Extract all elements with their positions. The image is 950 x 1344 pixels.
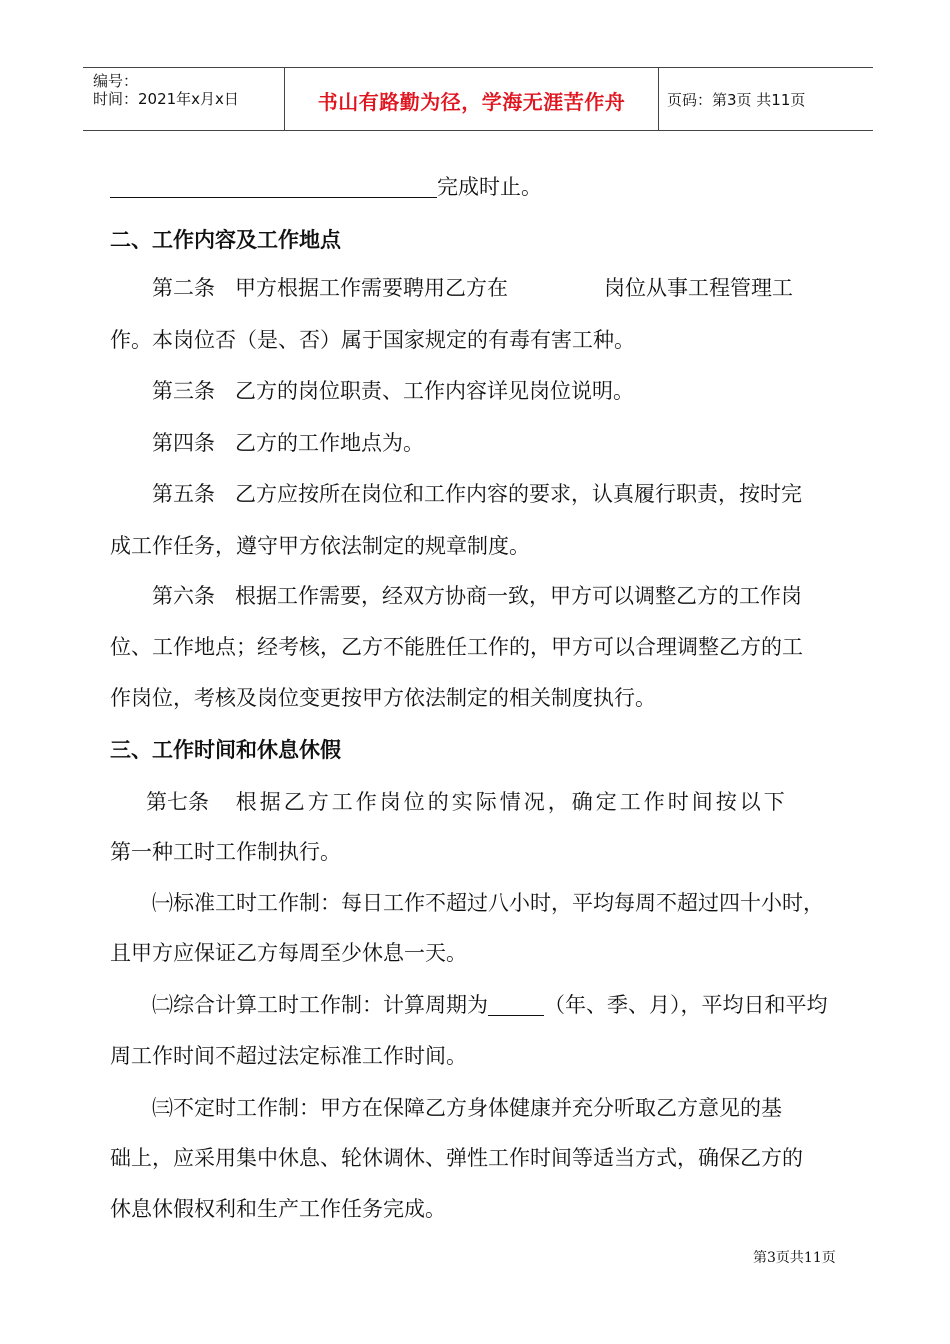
article-4-label: 第四条 [152,431,215,455]
period-blank [488,993,544,1016]
article-7-label: 第七条 [146,790,209,814]
article-7-line-2: 第一种工时工作制执行。 [110,840,341,864]
article-7-text-a: 根据乙方工作岗位的实际情况，确定工作时间按以下 [235,790,788,814]
header-page-cell [659,68,873,130]
item-3-line-3: 休息休假权利和生产工作任务完成。 [110,1197,446,1221]
continuation-text: 完成时止。 [437,175,542,199]
article-2-text-a: 甲方根据工作需要聘用乙方在 [235,276,509,300]
document-header [83,67,873,131]
item-2-line-2: 周工作时间不超过法定标准工作时间。 [110,1044,467,1068]
header-motto: 书山有路勤为径，学海无涯苦作舟 [317,90,626,114]
article-4-text: 乙方的工作地点为。 [235,431,425,455]
article-6-label: 第六条 [152,584,215,608]
fill-in-blank [110,175,437,198]
header-page-info: 页码：第3页 共11页 [667,91,806,109]
article-2-line-2: 作。本岗位否（是、否）属于国家规定的有毒有害工种。 [110,328,635,352]
document-number-label: 编号： [93,72,139,90]
section-2-title: 二、工作内容及工作地点 [110,228,341,252]
page-footer: 第3页共11页 [753,1250,836,1266]
item-3-line-1: ㈢不定时工作制：甲方在保障乙方身体健康并充分听取乙方意见的基 [152,1096,782,1120]
item-2-text-b: （年、季、月），平均日和平均 [544,993,828,1017]
article-3-label: 第三条 [152,379,215,403]
item-3-line-2: 础上，应采用集中休息、轮休调休、弹性工作时间等适当方式，确保乙方的 [110,1146,803,1170]
article-5-line-1 [110,479,802,509]
article-5-text-a: 乙方应按所在岗位和工作内容的要求，认真履行职责，按时完 [235,482,803,506]
article-7-line-1 [110,787,788,817]
article-3-text: 乙方的岗位职责、工作内容详见岗位说明。 [235,379,635,403]
item-1-line-2: 且甲方应保证乙方每周至少休息一天。 [110,941,467,965]
header-motto-cell [285,68,659,130]
article-3 [110,376,634,406]
article-6-line-1 [110,581,802,611]
article-6-line-2: 位、工作地点；经考核，乙方不能胜任工作的，甲方可以合理调整乙方的工 [110,635,803,659]
header-meta-cell [83,68,285,130]
item-2-line-1 [152,990,828,1020]
document-date: 时间：2021年x月x日 [93,90,239,108]
article-6-line-3: 作岗位，考核及岗位变更按甲方依法制定的相关制度执行。 [110,686,656,710]
article-2-text-b: 岗位从事工程管理工 [604,276,794,300]
article-5-label: 第五条 [152,482,215,506]
article-5-line-2: 成工作任务，遵守甲方依法制定的规章制度。 [110,534,530,558]
article-6-text-a: 根据工作需要，经双方协商一致，甲方可以调整乙方的工作岗 [235,584,803,608]
article-4 [110,428,424,458]
article-2-line-1 [110,273,793,303]
section-3-title: 三、工作时间和休息休假 [110,738,341,762]
article-2-label: 第二条 [152,276,215,300]
item-2-text-a: ㈡综合计算工时工作制：计算周期为 [152,993,488,1017]
continuation-line [110,172,542,202]
item-1-line-1: ㈠标准工时工作制：每日工作不超过八小时，平均每周不超过四十小时， [152,891,824,915]
